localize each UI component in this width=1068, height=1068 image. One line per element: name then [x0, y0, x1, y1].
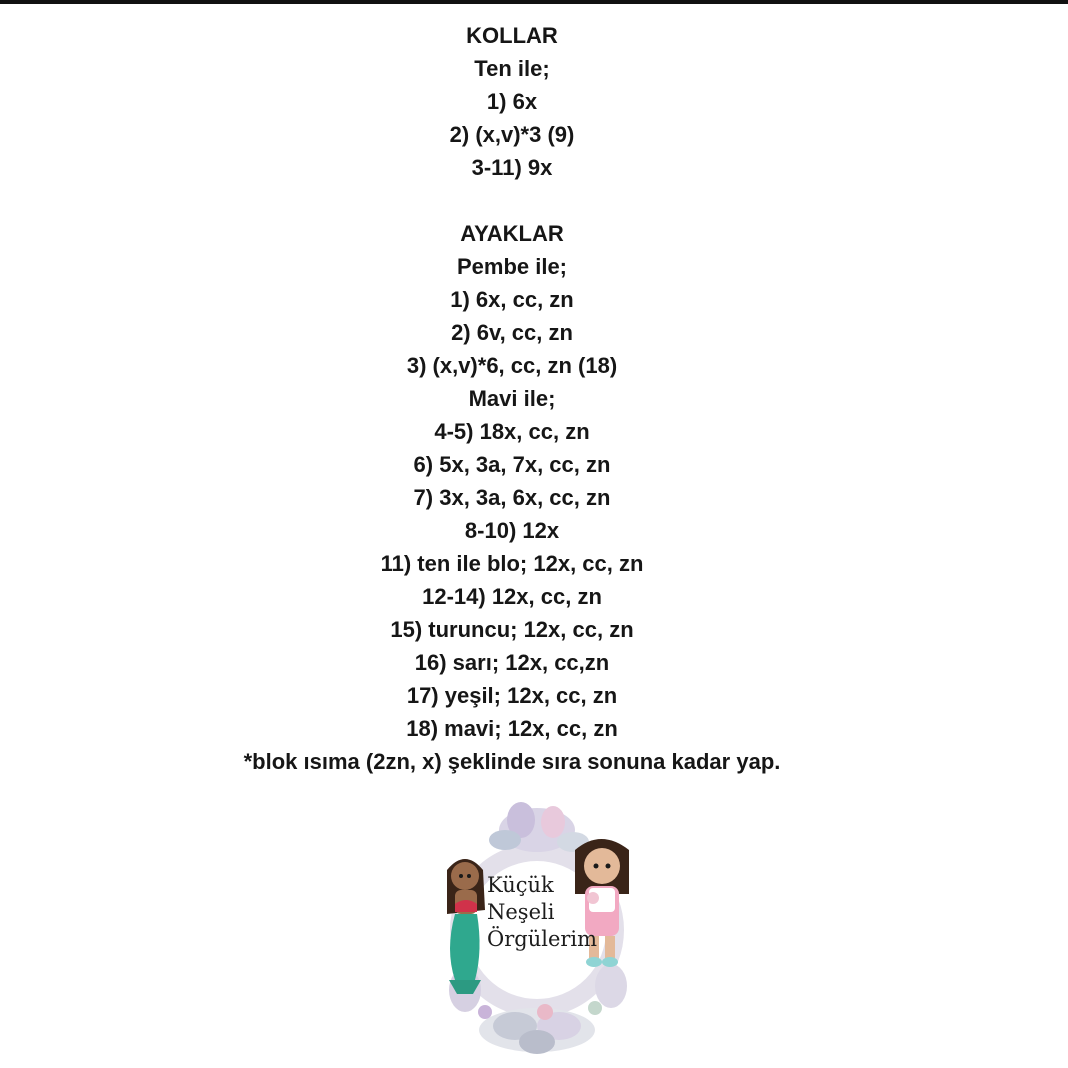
pattern-row: 3-11) 9x	[471, 155, 553, 180]
pattern-row: 11) ten ile blo; 12x, cc, zn	[380, 551, 644, 576]
section-spacer	[0, 184, 1024, 217]
pattern-row: 12-14) 12x, cc, zn	[422, 584, 602, 609]
pattern-row: 1) 6x	[486, 89, 538, 114]
pattern-row: 7) 3x, 3a, 6x, cc, zn	[413, 485, 611, 510]
color-instruction: Ten ile;	[474, 56, 550, 81]
logo-word: Örgülerim	[487, 927, 598, 951]
section-title-kollar: KOLLAR	[466, 23, 558, 48]
color-instruction: Mavi ile;	[468, 386, 556, 411]
pattern-row: 16) sarı; 12x, cc,zn	[414, 650, 610, 675]
pattern-row: 3) (x,v)*6, cc, zn (18)	[406, 353, 618, 378]
logo-word: Küçük	[487, 873, 554, 897]
pattern-row: 15) turuncu; 12x, cc, zn	[390, 617, 634, 642]
top-border	[0, 0, 1068, 4]
brand-logo	[425, 790, 645, 1060]
pattern-document	[0, 19, 1024, 778]
pattern-row: 6) 5x, 3a, 7x, cc, zn	[413, 452, 611, 477]
pattern-row: 17) yeşil; 12x, cc, zn	[406, 683, 618, 708]
color-instruction: Pembe ile;	[456, 254, 568, 279]
pattern-row: 4-5) 18x, cc, zn	[434, 419, 590, 444]
pattern-row: 18) mavi; 12x, cc, zn	[406, 716, 618, 741]
logo-word: Neşeli	[487, 900, 555, 924]
pattern-row: 1) 6x, cc, zn	[450, 287, 574, 312]
pattern-note: *blok ısıma (2zn, x) şeklinde sıra sonuna kadar yap.	[243, 749, 781, 774]
logo-wordmark	[487, 872, 597, 953]
section-title-ayaklar: AYAKLAR	[460, 221, 564, 246]
pattern-row: 2) (x,v)*3 (9)	[449, 122, 575, 147]
pattern-row: 8-10) 12x	[464, 518, 560, 543]
pattern-row: 2) 6v, cc, zn	[451, 320, 573, 345]
